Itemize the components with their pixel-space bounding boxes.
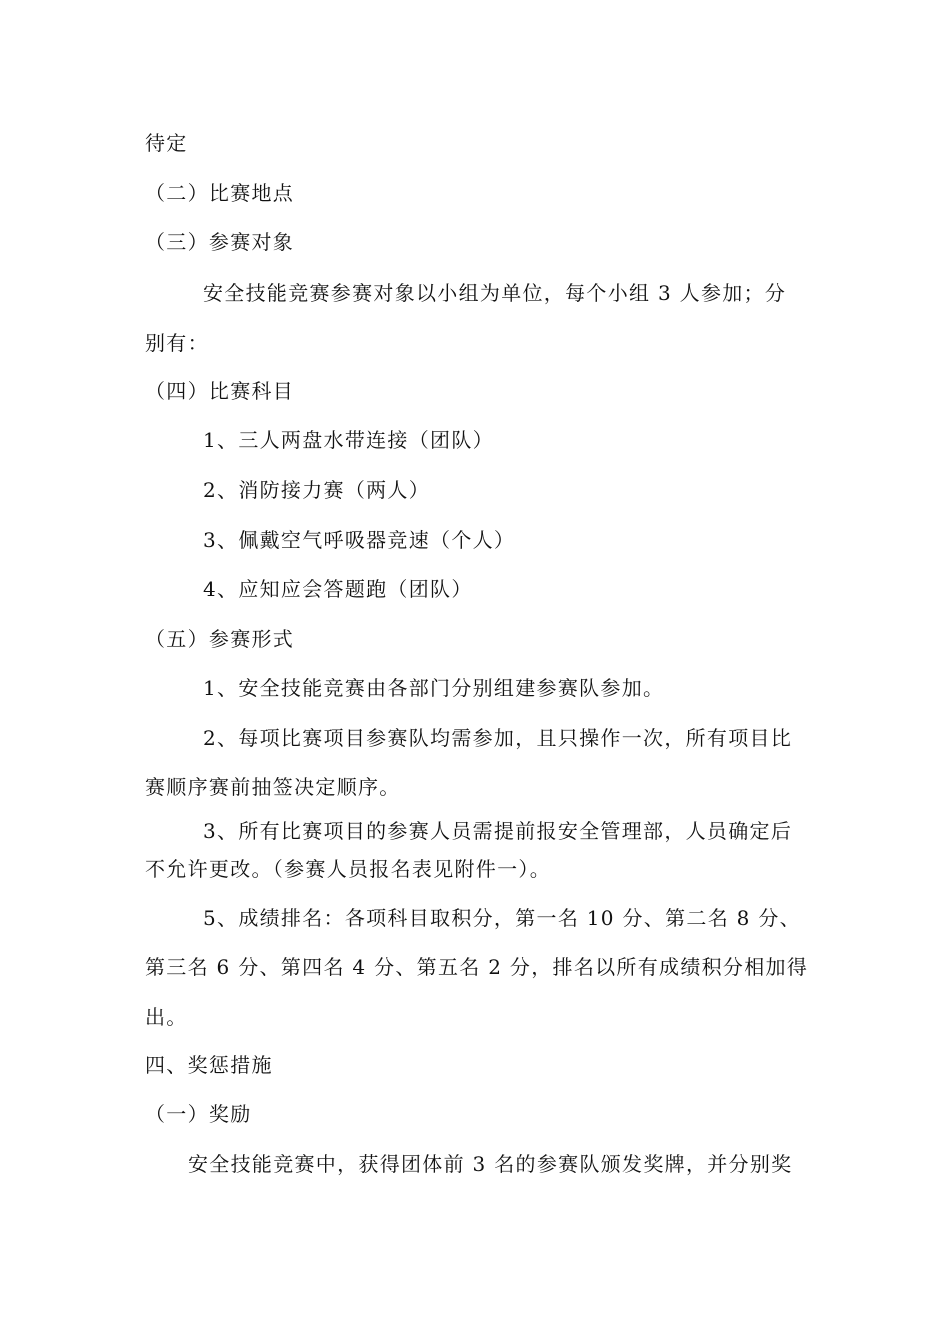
list-item-continuation: 不允许更改。（参赛人员报名表见附件一）。 — [145, 857, 551, 881]
section-heading: （一）奖励 — [145, 1102, 252, 1126]
paragraph-line: 安全技能竞赛参赛对象以小组为单位，每个小组 3 人参加；分 — [203, 281, 787, 305]
list-item: 1、安全技能竞赛由各部门分别组建参赛队参加。 — [203, 676, 665, 700]
list-item-continuation: 赛顺序赛前抽签决定顺序。 — [145, 775, 401, 799]
chapter-heading: 四、奖惩措施 — [145, 1053, 273, 1077]
section-heading: （五）参赛形式 — [145, 627, 295, 651]
list-item: 1、三人两盘水带连接（团队） — [203, 428, 494, 452]
list-item: 4、应知应会答题跑（团队） — [203, 577, 473, 601]
list-item: 5、成绩排名：各项科目取积分，第一名 10 分、第二名 8 分、 — [203, 906, 801, 930]
section-heading: （四）比赛科目 — [145, 379, 295, 403]
list-item-continuation: 第三名 6 分、第四名 4 分、第五名 2 分，排名以所有成绩积分相加得 — [145, 955, 809, 979]
list-item: 3、所有比赛项目的参赛人员需提前报安全管理部，人员确定后 — [203, 819, 793, 843]
paragraph-line: 安全技能竞赛中，获得团体前 3 名的参赛队颁发奖牌，并分别奖 — [188, 1152, 793, 1176]
list-item: 2、消防接力赛（两人） — [203, 478, 431, 502]
paragraph-line: 别有： — [145, 331, 209, 355]
section-heading: （三）参赛对象 — [145, 230, 295, 254]
list-item: 2、每项比赛项目参赛队均需参加，且只操作一次，所有项目比 — [203, 726, 793, 750]
list-item: 3、佩戴空气呼吸器竞速（个人） — [203, 528, 516, 552]
text-line: 待定 — [145, 131, 188, 155]
section-heading: （二）比赛地点 — [145, 181, 295, 205]
list-item-continuation: 出。 — [145, 1005, 188, 1029]
